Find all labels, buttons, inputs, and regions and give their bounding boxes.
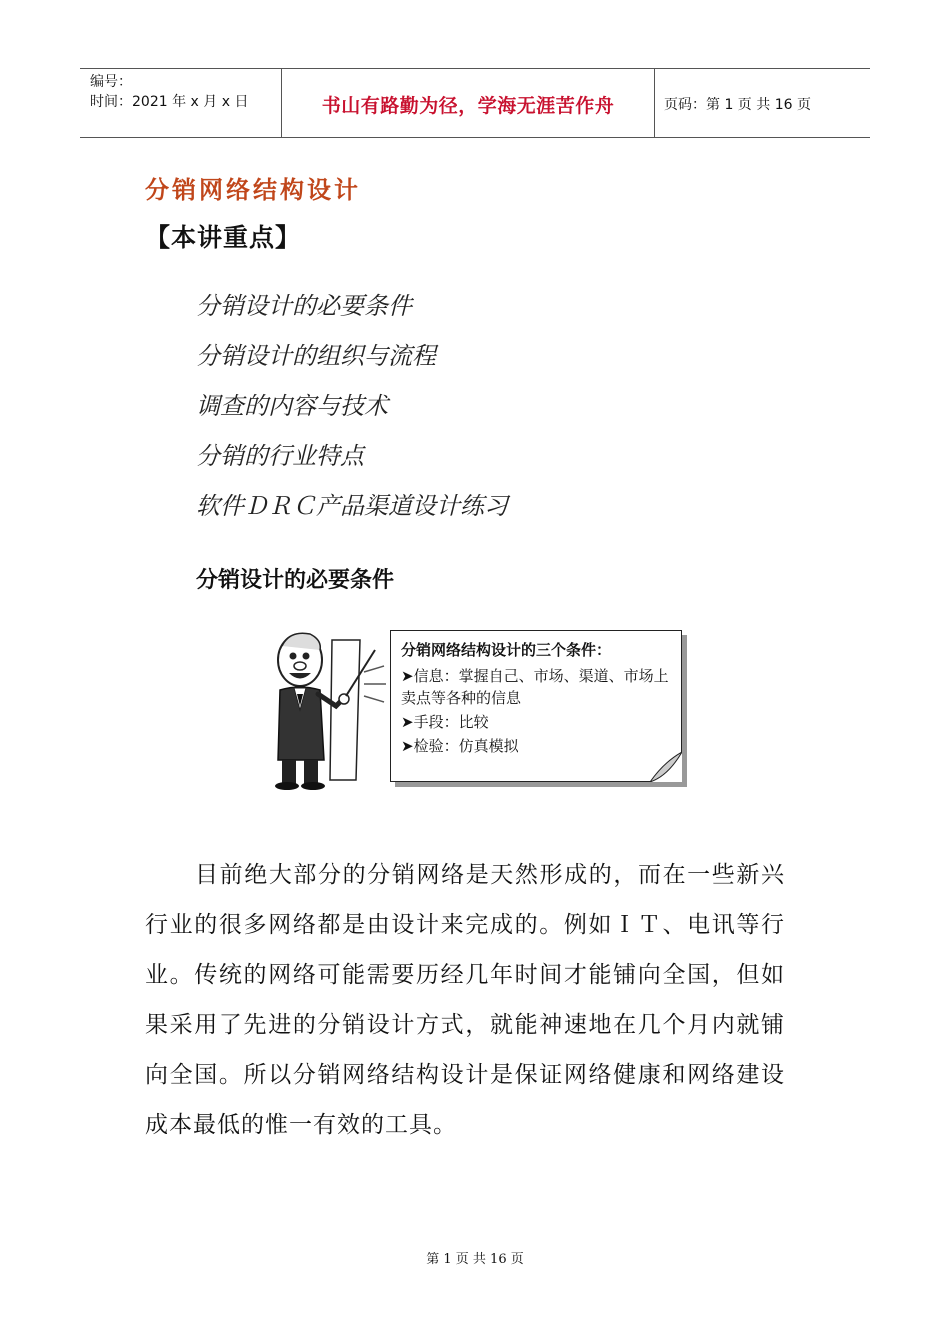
header-divider xyxy=(654,69,655,137)
figure xyxy=(260,620,690,790)
key-point-item: 软件ＤＲＣ产品渠道设计练习 xyxy=(196,492,508,520)
header-meta xyxy=(90,72,248,112)
callout-item: ➤检验：仿真模拟 xyxy=(401,737,519,755)
page-curl-icon xyxy=(642,752,682,782)
callout-title: 分销网络结构设计的三个条件： xyxy=(401,641,612,659)
key-points-list xyxy=(196,288,508,538)
callout-item: ➤手段：比较 xyxy=(401,713,489,731)
presenter-cartoon xyxy=(260,620,395,790)
section-heading: 分销设计的必要条件 xyxy=(196,568,395,593)
body-paragraph: 目前绝大部分的分销网络是天然形成的，而在一些新兴行业的很多网络都是由设计来完成的。例如ＩＴ、电讯等行业。传统的网络可能需要历经几年时间才能铺向全国，但如果采用了先进的分销设计方式，就能神速地在几个月内就铺向全国。所以分销网络结构设计是保证网络健康和网络建设成本最低的惟一有效的工具。 xyxy=(145,862,785,1138)
key-point-item: 分销设计的组织与流程 xyxy=(196,342,436,370)
document-title: 分销网络结构设计 xyxy=(145,176,361,204)
callout-item: ➤信息：掌握自己、市场、渠道、市场上卖点等各种的信息 xyxy=(401,667,669,707)
key-points-heading: 【本讲重点】 xyxy=(145,223,302,252)
time-label: 时间：2021 年 x 月 x 日 xyxy=(90,94,249,110)
key-point-item: 调查的内容与技术 xyxy=(196,392,388,420)
number-label: 编号： xyxy=(90,74,132,90)
header-page-info: 页码：第 1 页 共 16 页 xyxy=(664,97,811,113)
key-point-item: 分销设计的必要条件 xyxy=(196,292,412,320)
header-motto: 书山有路勤为径，学海无涯苦作舟 xyxy=(321,95,615,117)
page-header xyxy=(80,68,870,138)
page-footer: 第 1 页 共 16 页 xyxy=(426,1252,524,1267)
key-point-item: 分销的行业特点 xyxy=(196,442,364,470)
conditions-callout xyxy=(390,630,682,782)
